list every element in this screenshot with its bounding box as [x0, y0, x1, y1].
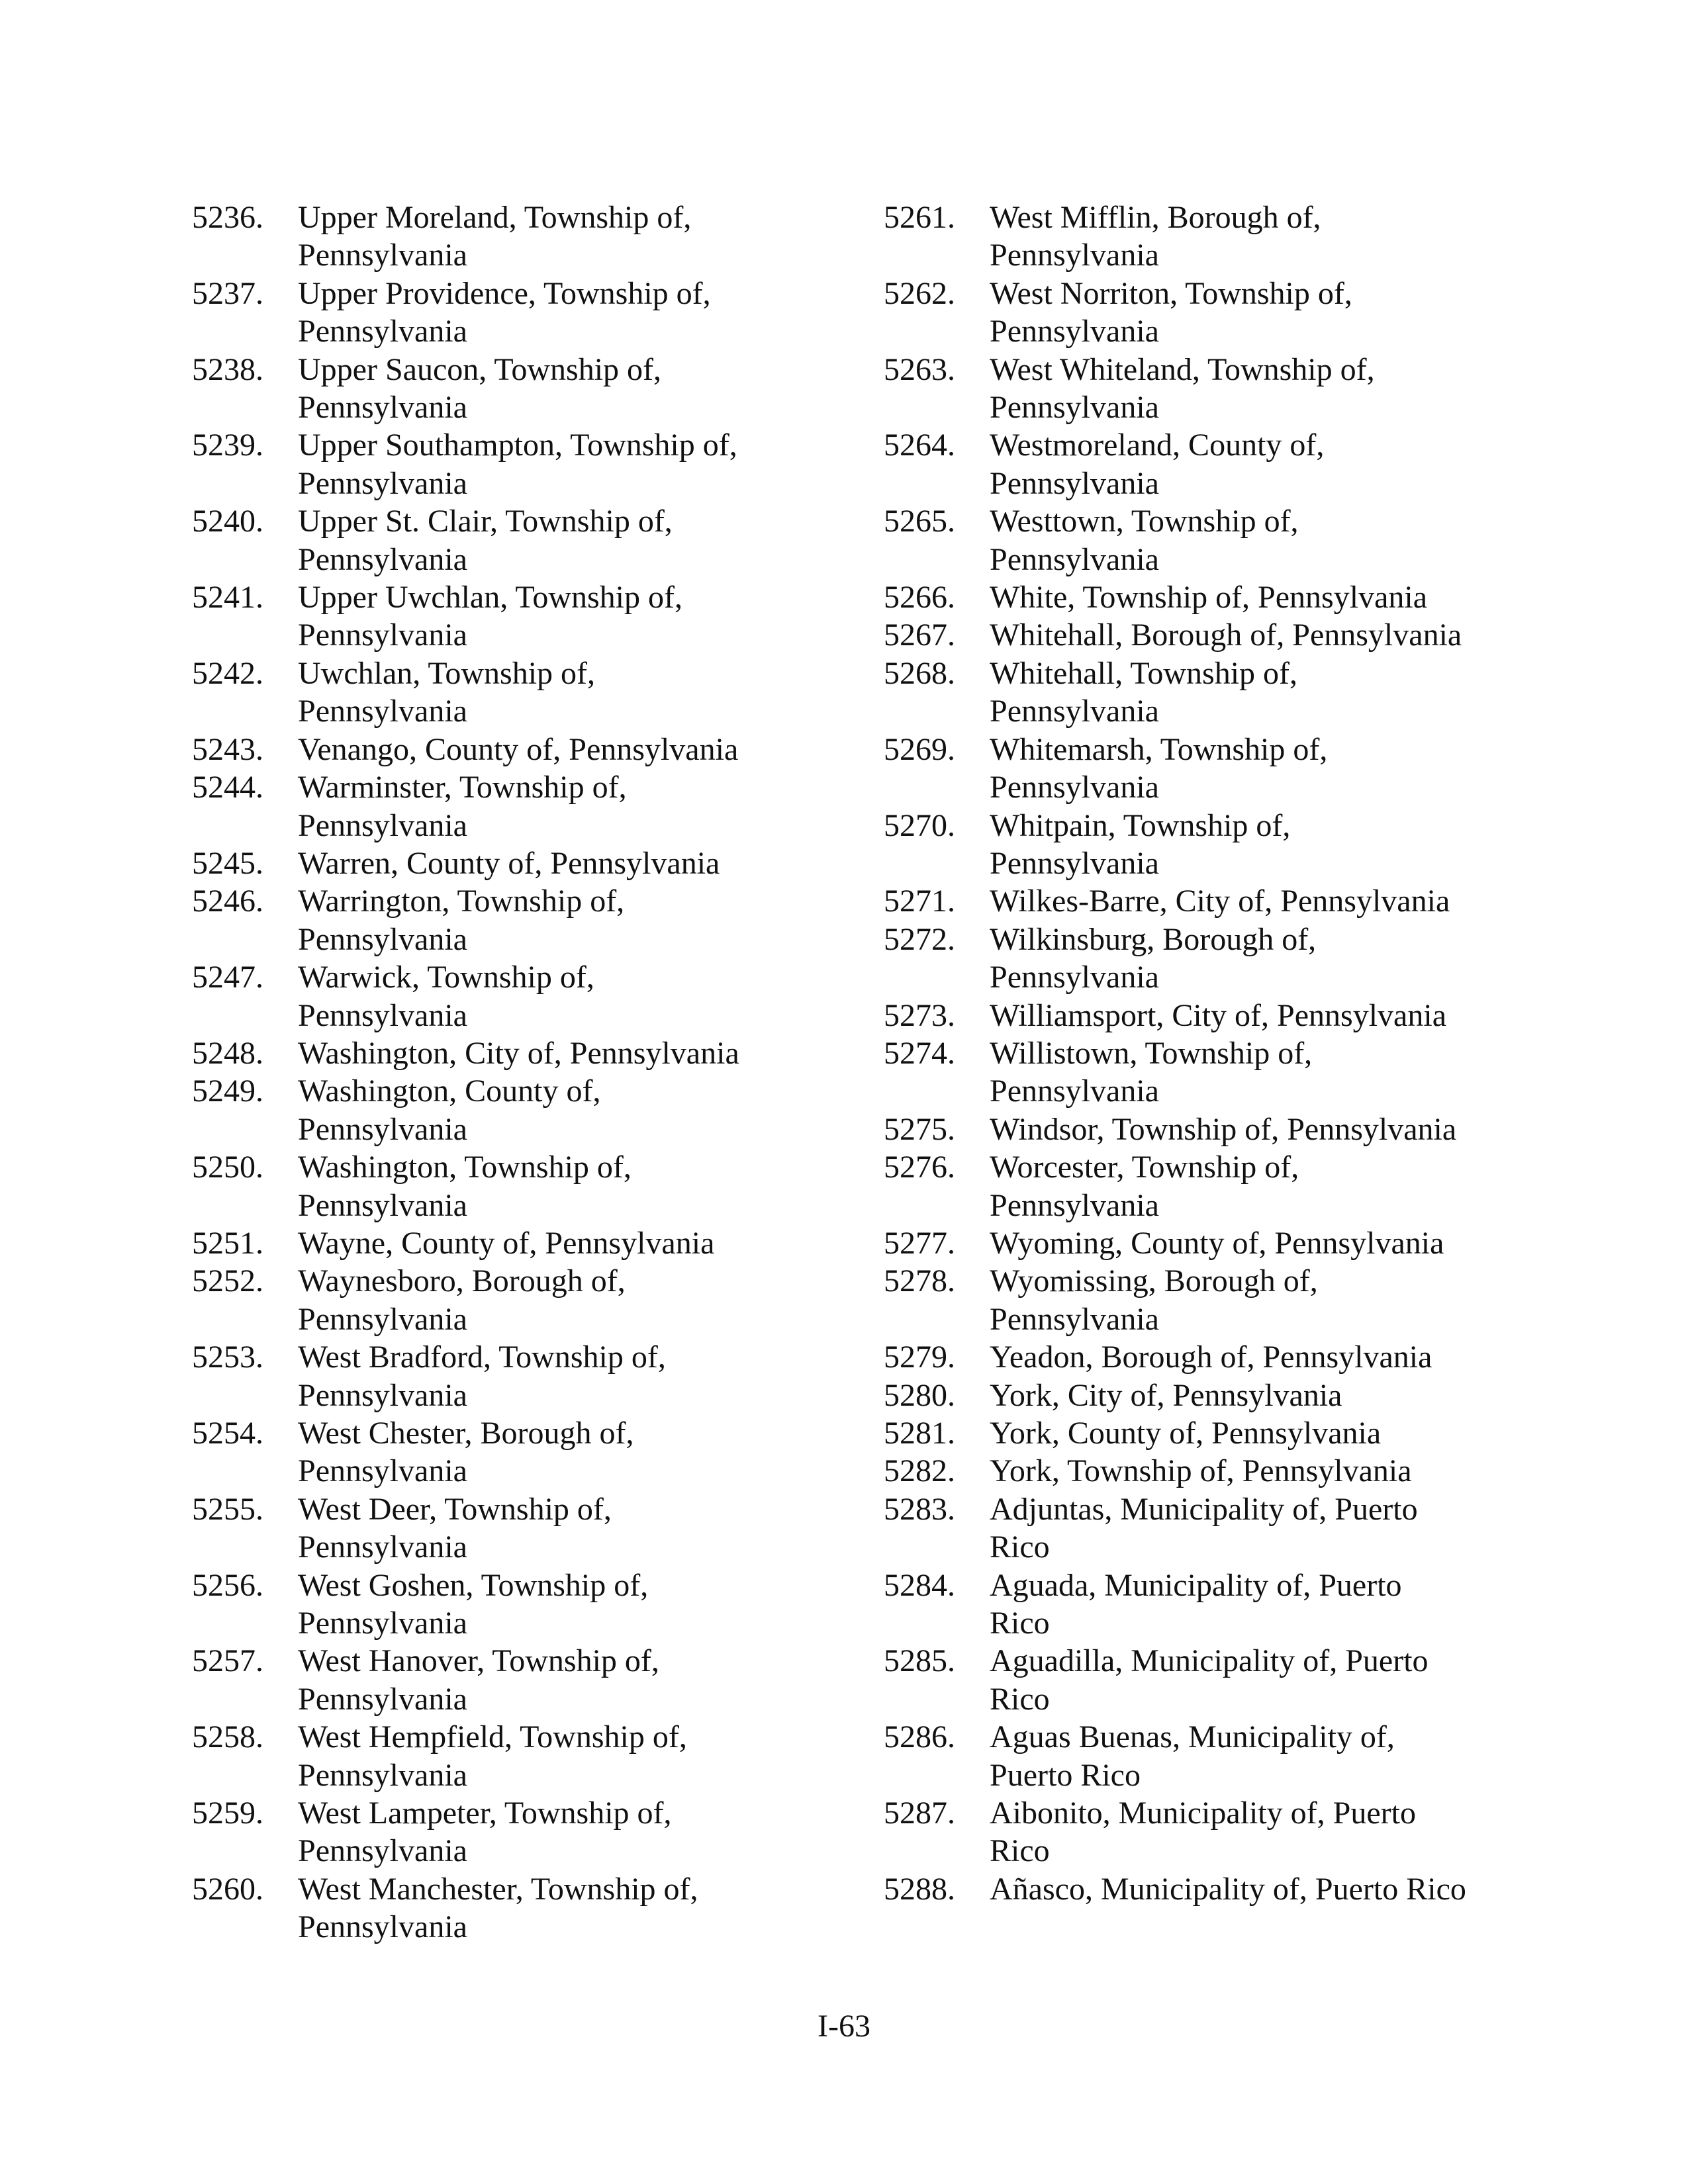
- entry-name: Wyomissing, Borough of, Pennsylvania: [990, 1263, 1318, 1337]
- entry-name: West Hempfield, Township of, Pennsylvania: [298, 1719, 687, 1793]
- list-item: [884, 1224, 1546, 1262]
- entry-name: Yeadon, Borough of, Pennsylvania: [990, 1340, 1432, 1375]
- list-item: [884, 1034, 1546, 1111]
- entry-number: 5272.: [884, 921, 955, 957]
- entry-number: 5274.: [884, 1035, 955, 1071]
- entry-name: Aibonito, Municipality of, Puerto Rico: [990, 1796, 1416, 1869]
- entry-name: Windsor, Township of, Pennsylvania: [990, 1111, 1457, 1147]
- entry-number: 5237.: [192, 275, 263, 311]
- entry-name: York, County of, Pennsylvania: [990, 1416, 1382, 1451]
- list-item: [884, 351, 1546, 427]
- list-item: [192, 1642, 854, 1718]
- entry-name: Washington, City of, Pennsylvania: [298, 1035, 739, 1071]
- entry-number: 5281.: [884, 1416, 955, 1451]
- entry-name: West Hanover, Township of, Pennsylvania: [298, 1643, 659, 1717]
- entry-number: 5271.: [884, 884, 955, 919]
- entry-name: West Mifflin, Borough of, Pennsylvania: [990, 200, 1321, 273]
- entry-number: 5260.: [192, 1871, 263, 1907]
- list-item: [192, 958, 854, 1034]
- entry-number: 5268.: [884, 655, 955, 691]
- entry-number: 5253.: [192, 1340, 263, 1375]
- entry-number: 5269.: [884, 731, 955, 767]
- list-item: [884, 1718, 1546, 1794]
- entry-name: White, Township of, Pennsylvania: [990, 580, 1428, 615]
- entry-name: West Goshen, Township of, Pennsylvania: [298, 1567, 649, 1641]
- list-item: [192, 1224, 854, 1262]
- list-item: [884, 1262, 1546, 1338]
- entry-number: 5243.: [192, 731, 263, 767]
- page-number: I-63: [818, 2009, 870, 2044]
- entry-number: 5250.: [192, 1150, 263, 1185]
- entry-number: 5273.: [884, 997, 955, 1033]
- entry-number: 5240.: [192, 504, 263, 539]
- entry-name: York, City of, Pennsylvania: [990, 1377, 1342, 1413]
- entry-number: 5264.: [884, 428, 955, 463]
- list-item: [884, 655, 1546, 731]
- entry-number: 5236.: [192, 200, 263, 235]
- entry-name: Upper Moreland, Township of, Pennsylvania: [298, 200, 692, 273]
- list-item: [192, 1718, 854, 1794]
- entry-name: Wyoming, County of, Pennsylvania: [990, 1225, 1444, 1261]
- entry-name: Washington, County of, Pennsylvania: [298, 1073, 601, 1147]
- list-item: [884, 1414, 1546, 1452]
- list-item: [192, 1490, 854, 1567]
- entry-number: 5266.: [884, 580, 955, 615]
- entry-name: Upper Saucon, Township of, Pennsylvania: [298, 351, 662, 426]
- list-item: [884, 1794, 1546, 1870]
- entry-number: 5251.: [192, 1225, 263, 1261]
- list-item: [192, 1148, 854, 1224]
- entry-name: Adjuntas, Municipality of, Puerto Rico: [990, 1491, 1418, 1565]
- list-item: [192, 199, 854, 275]
- entry-number: 5276.: [884, 1150, 955, 1185]
- entry-number: 5256.: [192, 1567, 263, 1603]
- list-item: [884, 1452, 1546, 1490]
- list-item: [192, 1870, 854, 1946]
- list-item: [884, 1148, 1546, 1224]
- entry-name: Westtown, Township of, Pennsylvania: [990, 504, 1299, 577]
- entry-name: Whitemarsh, Township of, Pennsylvania: [990, 731, 1328, 805]
- entry-number: 5247.: [192, 960, 263, 995]
- list-item: [192, 1567, 854, 1643]
- entry-number: 5257.: [192, 1643, 263, 1679]
- entry-number: 5252.: [192, 1263, 263, 1299]
- entry-name: West Whiteland, Township of, Pennsylvania: [990, 351, 1375, 426]
- entry-number: 5279.: [884, 1340, 955, 1375]
- list-item: [192, 351, 854, 427]
- list-item: [192, 1794, 854, 1870]
- list-item: [884, 882, 1546, 920]
- entry-name: Willistown, Township of, Pennsylvania: [990, 1035, 1313, 1109]
- entry-name: Upper Uwchlan, Township of, Pennsylvania: [298, 580, 682, 653]
- entry-name: Warren, County of, Pennsylvania: [298, 845, 720, 881]
- entry-number: 5286.: [884, 1719, 955, 1755]
- list-item: [192, 1034, 854, 1072]
- entry-number: 5275.: [884, 1111, 955, 1147]
- entry-name: Whitehall, Borough of, Pennsylvania: [990, 617, 1462, 653]
- entry-number: 5246.: [192, 884, 263, 919]
- entry-number: 5285.: [884, 1643, 955, 1679]
- entry-name: Warwick, Township of, Pennsylvania: [298, 960, 594, 1033]
- entry-number: 5259.: [192, 1796, 263, 1831]
- entry-name: Westmoreland, County of, Pennsylvania: [990, 428, 1325, 501]
- entry-name: Uwchlan, Township of, Pennsylvania: [298, 655, 596, 729]
- list-item: [884, 807, 1546, 883]
- list-item: [884, 921, 1546, 997]
- entry-number: 5242.: [192, 655, 263, 691]
- list-item: [884, 1338, 1546, 1376]
- entry-name: Añasco, Municipality of, Puerto Rico: [990, 1871, 1466, 1907]
- entry-number: 5241.: [192, 580, 263, 615]
- entry-number: 5284.: [884, 1567, 955, 1603]
- list-item: [192, 1072, 854, 1148]
- list-item: [884, 199, 1546, 275]
- entry-name: West Norriton, Township of, Pennsylvania: [990, 275, 1352, 349]
- entry-number: 5258.: [192, 1719, 263, 1755]
- list-item: [192, 844, 854, 882]
- list-item: [884, 731, 1546, 807]
- list-item: [884, 1642, 1546, 1718]
- list-item: [884, 616, 1546, 654]
- entry-name: Aguadilla, Municipality of, Puerto Rico: [990, 1643, 1429, 1717]
- entry-name: Wilkinsburg, Borough of, Pennsylvania: [990, 921, 1317, 995]
- entry-number: 5238.: [192, 351, 263, 387]
- entry-number: 5288.: [884, 1871, 955, 1907]
- entry-name: Venango, County of, Pennsylvania: [298, 731, 739, 767]
- entry-name: Upper Providence, Township of, Pennsylvania: [298, 275, 711, 349]
- entry-name: Waynesboro, Borough of, Pennsylvania: [298, 1263, 626, 1337]
- list-item: [884, 1111, 1546, 1148]
- list-item: [884, 1870, 1546, 1908]
- entry-name: Aguas Buenas, Municipality of, Puerto Rico: [990, 1719, 1395, 1793]
- entry-number: 5283.: [884, 1491, 955, 1527]
- list-item: [192, 731, 854, 768]
- entry-name: Warrington, Township of, Pennsylvania: [298, 884, 625, 957]
- entry-number: 5278.: [884, 1263, 955, 1299]
- entry-name: Whitehall, Township of, Pennsylvania: [990, 655, 1298, 729]
- list-item: [884, 1377, 1546, 1414]
- list-item: [192, 1338, 854, 1414]
- entry-number: 5255.: [192, 1491, 263, 1527]
- entry-number: 5248.: [192, 1035, 263, 1071]
- entry-number: 5244.: [192, 770, 263, 805]
- entry-number: 5245.: [192, 845, 263, 881]
- list-item: [884, 426, 1546, 502]
- entry-number: 5265.: [884, 504, 955, 539]
- entry-name: Worcester, Township of, Pennsylvania: [990, 1150, 1299, 1223]
- left-column: [192, 199, 854, 1946]
- list-item: [192, 1414, 854, 1490]
- entry-number: 5280.: [884, 1377, 955, 1413]
- list-item: [884, 997, 1546, 1034]
- entry-name: Upper St. Clair, Township of, Pennsylvania: [298, 504, 673, 577]
- entry-number: 5287.: [884, 1796, 955, 1831]
- right-column: [884, 199, 1546, 1908]
- entry-name: West Deer, Township of, Pennsylvania: [298, 1491, 612, 1565]
- entry-name: Warminster, Township of, Pennsylvania: [298, 770, 627, 843]
- entry-name: West Bradford, Township of, Pennsylvania: [298, 1340, 666, 1413]
- list-item: [192, 275, 854, 351]
- entry-number: 5282.: [884, 1453, 955, 1489]
- list-item: [192, 768, 854, 844]
- entry-name: Williamsport, City of, Pennsylvania: [990, 997, 1446, 1033]
- entry-number: 5277.: [884, 1225, 955, 1261]
- list-item: [192, 882, 854, 958]
- list-item: [884, 502, 1546, 578]
- list-item: [192, 426, 854, 502]
- list-item: [884, 275, 1546, 351]
- entry-name: Wayne, County of, Pennsylvania: [298, 1225, 715, 1261]
- entry-number: 5267.: [884, 617, 955, 653]
- list-item: [884, 1567, 1546, 1643]
- entry-number: 5270.: [884, 807, 955, 843]
- list-item: [192, 578, 854, 655]
- list-item: [884, 578, 1546, 616]
- entry-number: 5263.: [884, 351, 955, 387]
- list-item: [192, 1262, 854, 1338]
- list-item: [884, 1490, 1546, 1567]
- entry-name: Whitpain, Township of, Pennsylvania: [990, 807, 1291, 881]
- entry-number: 5261.: [884, 200, 955, 235]
- entry-name: Upper Southampton, Township of, Pennsylvania: [298, 428, 737, 501]
- entry-number: 5249.: [192, 1073, 263, 1109]
- entry-name: York, Township of, Pennsylvania: [990, 1453, 1412, 1489]
- list-item: [192, 502, 854, 578]
- entry-name: Wilkes-Barre, City of, Pennsylvania: [990, 884, 1450, 919]
- entry-number: 5239.: [192, 428, 263, 463]
- entry-name: West Chester, Borough of, Pennsylvania: [298, 1416, 634, 1489]
- entry-name: West Lampeter, Township of, Pennsylvania: [298, 1796, 672, 1869]
- entry-number: 5254.: [192, 1416, 263, 1451]
- entry-name: Aguada, Municipality of, Puerto Rico: [990, 1567, 1402, 1641]
- list-item: [192, 655, 854, 731]
- entry-name: Washington, Township of, Pennsylvania: [298, 1150, 632, 1223]
- entry-name: West Manchester, Township of, Pennsylvania: [298, 1871, 698, 1945]
- entry-number: 5262.: [884, 275, 955, 311]
